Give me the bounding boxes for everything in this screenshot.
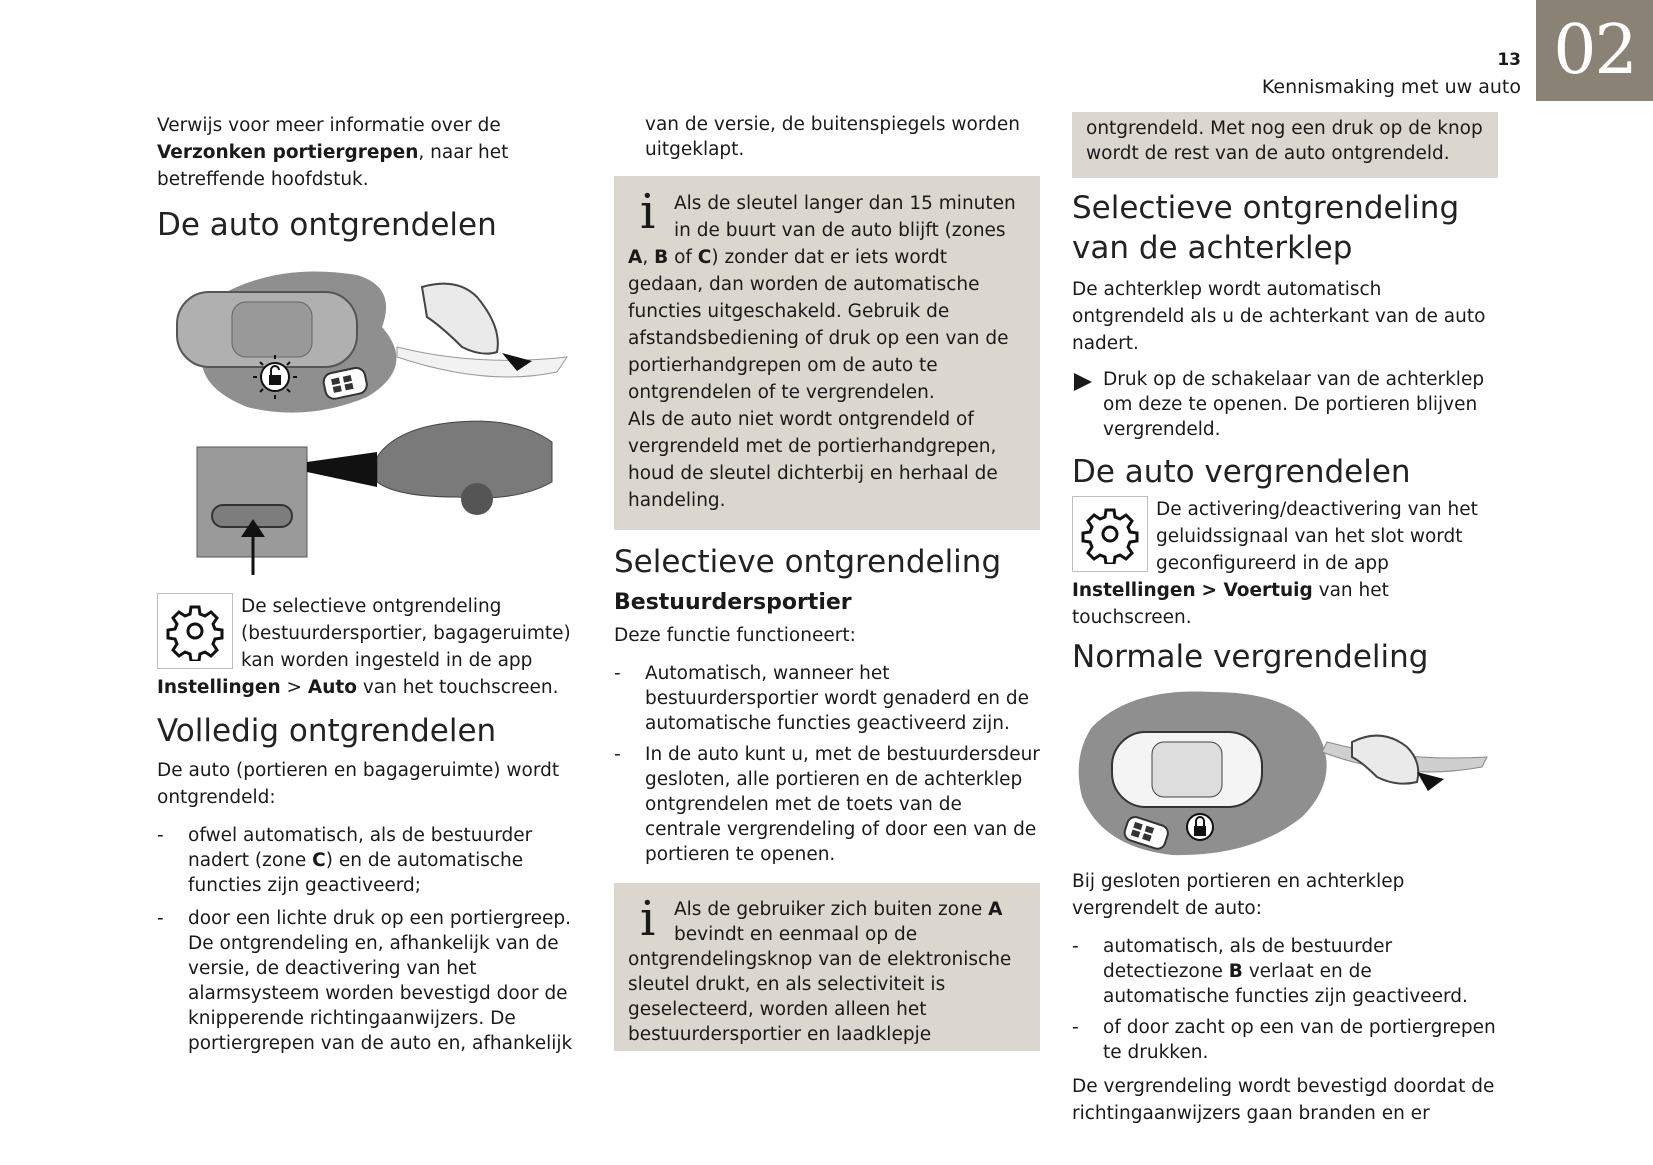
full-unlock-list	[157, 823, 587, 1056]
info-box-zone-a: i Als de gebruiker zich buiten zone A bevindt en eenmaal op de ontgrendelingsknop van de elektronische sleutel drukt, en als selectiviteit is geselecteerd, worden alleen het bestuurdersportier en laadklepje	[614, 883, 1040, 1051]
unlock-illustration	[157, 257, 587, 587]
lock-illustration-svg	[1072, 687, 1498, 862]
list-item: - Automatisch, wanneer het bestuurdersportier wordt genaderd en de automatische functies geactiveerd zijn.	[614, 661, 1040, 736]
column-left	[157, 112, 587, 1056]
normal-lock-intro: Bij gesloten portieren en achterklep vergrendelt de auto:	[1072, 871, 1405, 919]
column-middle	[614, 112, 1040, 1051]
continuation-text: van de versie, de buitenspiegels worden uitgeklapt.	[645, 114, 1020, 160]
unlock-illustration-svg	[157, 257, 587, 587]
heading-unlock: De auto ontgrendelen	[157, 207, 497, 243]
list-item: - ofwel automatisch, als de bestuurder nadert (zone C) en de automatische functies zijn geactiveerd;	[157, 823, 587, 898]
heading-lock: De auto vergrendelen	[1072, 454, 1411, 490]
lock-illustration	[1072, 687, 1498, 862]
heading-driver-door: Bestuurdersportier	[614, 590, 852, 615]
hand-icon	[1352, 736, 1418, 784]
list-item: - door een lichte druk op een portiergreep. De ontgrendeling en, afhankelijk van de versie, de deactivering van het alarmsysteem worden bevestigd door de knipperende richtingaanwijzers. De portiergrepen van de auto en, afhankelijk	[157, 906, 587, 1056]
intro-paragraph: Verwijs voor meer informatie over de Verzonken portiergrepen, naar het betreffende hoofdstuk.	[157, 115, 509, 190]
normal-lock-list	[1072, 934, 1498, 1065]
gear-icon	[157, 593, 233, 669]
chapter-title: Kennismaking met uw auto	[1261, 76, 1521, 98]
info-box-key-timeout: i Als de sleutel langer dan 15 minuten in de buurt van de auto blijft (zones A, B of C) zonder dat er iets wordt gedaan, dan worden de automatische functies uitgeschakeld. Gebruik de afstandsbediening of druk op een van de portierhandgrepen om de auto te ontgrendelen of te vergrendelen. Als de auto niet wordt ontgrendeld of vergrendeld met de portierhandgrepen, houd de sleutel dichterbij en herhaal de handeling.	[614, 176, 1040, 530]
lock-icon	[1187, 814, 1213, 840]
hand-icon	[422, 284, 498, 354]
column-right	[1072, 112, 1498, 1127]
lock-confirmation: De vergrendeling wordt bevestigd doordat de richtingaanwijzers gaan branden en er	[1072, 1076, 1495, 1124]
info-icon: i	[640, 891, 656, 947]
chapter-tab: 02	[1536, 0, 1653, 101]
function-intro: Deze functie functioneert:	[614, 625, 856, 646]
list-item: - of door zacht op een van de portiergrepen te drukken.	[1072, 1015, 1498, 1065]
heading-full-unlock: Volledig ontgrendelen	[157, 713, 497, 749]
list-item: - In de auto kunt u, met de bestuurdersdeur gesloten, alle portieren en de achterklep ontgrendelen met de toets van de centrale vergrendeling of door een van de portieren te openen.	[614, 742, 1040, 867]
settings-note: De selectieve ontgrendeling (bestuurdersportier, bagageruimte) kan worden ingesteld in de app Instellingen > Auto van het touchscreen.	[157, 593, 587, 701]
lock-settings-note: De activering/deactivering van het geluidssignaal van het slot wordt geconfigureerd in de app Instellingen > Voertuig van het touchscreen.	[1072, 496, 1498, 631]
heading-selective-tailgate: Selectieve ontgrendeling van de achterklep	[1072, 190, 1460, 266]
heading-selective-unlock: Selectieve ontgrendeling	[614, 544, 1002, 580]
arrow-right-icon	[1074, 373, 1092, 391]
page-number: 13	[1497, 50, 1521, 70]
full-unlock-intro: De auto (portieren en bagageruimte) wordt ontgrendeld:	[157, 760, 560, 808]
list-item: - automatisch, als de bestuurder detectiezone B verlaat en de automatische functies zijn geactiveerd.	[1072, 934, 1498, 1009]
gear-icon	[1072, 496, 1148, 572]
tailgate-text: De achterklep wordt automatisch ontgrendeld als u de achterkant van de auto nadert.	[1072, 279, 1486, 354]
info-icon: i	[640, 184, 656, 240]
link-verzonken: Verzonken portiergrepen	[157, 142, 419, 163]
tailgate-step: Druk op de schakelaar van de achterklep om deze te openen. De portieren blijven vergrendeld.	[1072, 367, 1498, 442]
selective-list	[614, 661, 1040, 867]
info-box-continuation: ontgrendeld. Met nog een druk op de knop wordt de rest van de auto ontgrendeld.	[1072, 112, 1498, 178]
heading-normal-lock: Normale vergrendeling	[1072, 639, 1429, 675]
